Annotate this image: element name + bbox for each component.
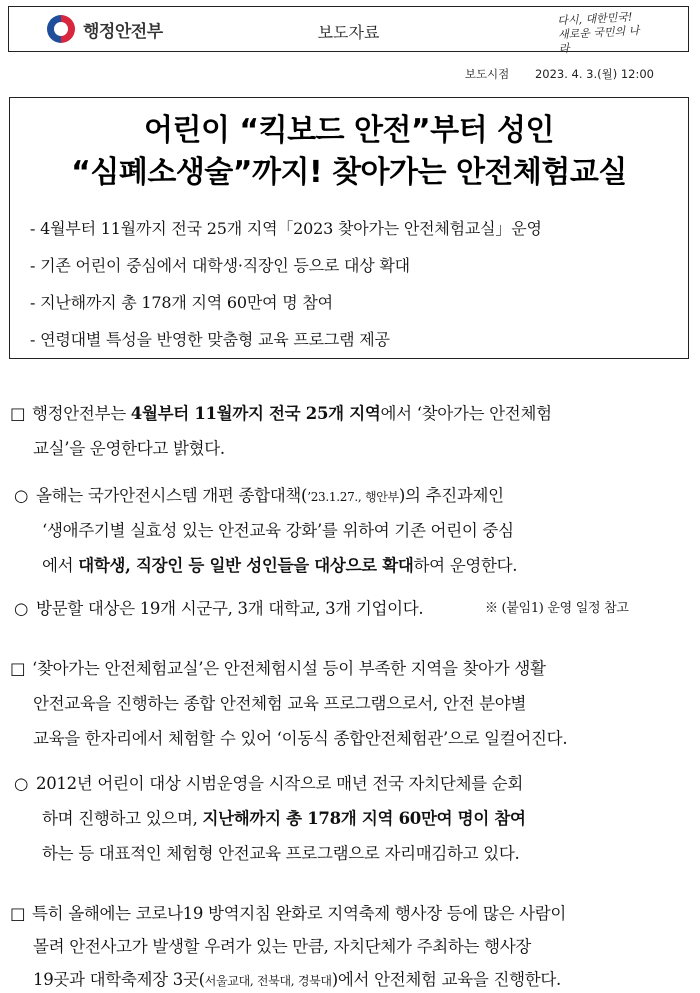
doc-type-label: 보도자료 <box>317 23 380 42</box>
subpoint-item: - 연령대별 특성을 반영한 맞춤형 교육 프로그램 제공 <box>30 330 390 349</box>
p2-line-2: ‘생애주기별 실효성 있는 안전교육 강화’를 위하여 기존 어린이 중심 <box>42 521 514 540</box>
p2-bold: 대학생, 직장인 등 일반 성인들을 대상으로 확대 <box>78 556 414 575</box>
p6-line-1: 특히 올해에는 코로나19 방역지침 완화로 지역축제 행사장 등에 많은 사람이 <box>32 904 567 923</box>
p6-small-text: 서울교대, 전북대, 경북대 <box>204 974 332 988</box>
p1-text: 행정안전부는 <box>32 404 131 423</box>
p2-text: 올해는 국가안전시스템 개편 종합대책( <box>36 486 308 505</box>
square-bullet-icon: □ <box>10 659 26 678</box>
square-bullet-icon: □ <box>10 404 26 423</box>
circle-bullet-icon: ○ <box>14 774 29 793</box>
p4-line-3: 교육을 한자리에서 체험할 수 있어 ‘이동식 종합안전체험관’으로 일컬어진다. <box>33 729 568 748</box>
subpoint-item: - 지난해까지 총 178개 지역 60만여 명 참여 <box>30 293 333 312</box>
p2-text: )의 추진과제인 <box>398 486 504 505</box>
p6-line-2: 몰려 안전사고가 발생할 우려가 있는 만큼, 자치단체가 주최하는 행사장 <box>33 937 532 956</box>
p6-text: )에서 안전체험 교육을 진행한다. <box>331 970 561 989</box>
p5-line-3: 하는 등 대표적인 체험형 안전교육 프로그램으로 자리매김하고 있다. <box>42 844 520 863</box>
slogan-line-2: 새로운 국민의 나라 <box>557 24 640 56</box>
page-title <box>10 110 688 194</box>
ministry-name: 행정안전부 <box>83 21 163 42</box>
p1-line-2: 교실’을 운영한다고 밝혔다. <box>33 439 225 458</box>
p4-line-1: ‘찾아가는 안전체험교실’은 안전체험시설 등이 부족한 지역을 찾아가 생활 <box>32 659 546 678</box>
release-label: 보도시점 <box>464 67 510 81</box>
p1-bold: 4월부터 11월까지 전국 25개 지역 <box>130 404 381 423</box>
subpoint-list <box>30 210 542 358</box>
p6-text: 19곳과 대학축제장 3곳( <box>33 970 205 989</box>
reference-note: ※ (붙임1) 운영 일정 참고 <box>485 601 629 616</box>
p2-text: 하여 운영한다. <box>413 556 518 575</box>
slogan-handwriting <box>557 10 649 57</box>
p2-text: 에서 <box>42 556 79 575</box>
headline-box <box>9 97 689 359</box>
p5-line-1: 2012년 어린이 대상 시범운영을 시작으로 매년 전국 자치단체를 순회 <box>36 774 523 793</box>
subpoint-item: - 기존 어린이 중심에서 대학생·직장인 등으로 대상 확대 <box>30 256 410 275</box>
square-bullet-icon: □ <box>10 904 26 923</box>
header-box <box>8 6 689 56</box>
slogan-line-1: 다시, 대한민국! <box>556 10 633 28</box>
p4-line-2: 안전교육을 진행하는 종합 안전체험 교육 프로그램으로서, 안전 분야별 <box>33 694 527 713</box>
release-datetime: 2023. 4. 3.(월) 12:00 <box>534 67 654 81</box>
release-time <box>465 66 654 82</box>
p5-bold: 지난해까지 총 178개 지역 60만여 명이 참여 <box>202 809 526 828</box>
p3-text: 방문할 대상은 19개 시군구, 3개 대학교, 3개 기업이다. <box>36 599 424 618</box>
p1-text: 에서 ‘찾아가는 안전체험 <box>380 404 552 423</box>
p5-text: 하며 진행하고 있으며, <box>42 809 203 828</box>
p2-small-text: ’23.1.27., 행안부 <box>307 490 399 504</box>
circle-bullet-icon: ○ <box>14 486 29 505</box>
subpoint-item: - 4월부터 11월까지 전국 25개 지역「2023 찾아가는 안전체험교실」운영 <box>30 219 542 238</box>
circle-bullet-icon: ○ <box>14 599 29 618</box>
title-line-2: “심폐소생술”까지! 찾아가는 안전체험교실 <box>71 155 627 190</box>
title-line-1: 어린이 “킥보드 안전”부터 성인 <box>143 113 555 148</box>
